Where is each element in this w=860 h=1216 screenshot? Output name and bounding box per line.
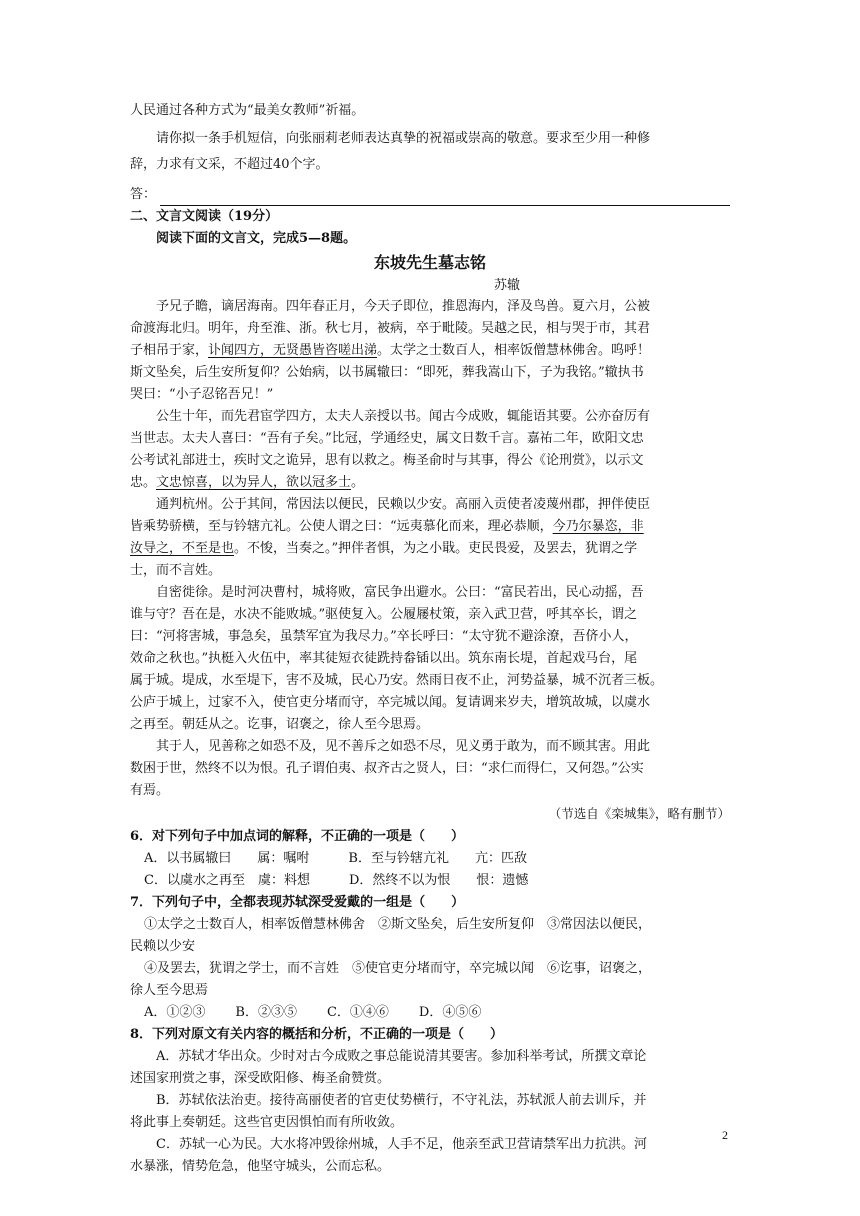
option-a[interactable]: A．以书属辙曰 属：嘱咐	[144, 851, 310, 866]
passage-line: 命渡海北归。明年，舟至淮、浙。秋七月，被病，卒于毗陵。吴越之民，相与哭于市，其君	[130, 321, 651, 336]
underlined-sentence: 讣闻四方，无贤愚皆咨嗟出涕	[208, 343, 378, 358]
passage-text: 子相吊于家，	[130, 343, 209, 358]
answer-label: 答：	[130, 187, 157, 202]
passage-text: 。太学之士数百人，相率饭僧慧林佛舍。呜呼！	[377, 343, 651, 358]
passage-line: 曰：“河将害城，事急矣，虽禁军宜为我尽力。”卒长呼曰：“太守犹不避涂潦，吾侪小人，	[130, 629, 638, 644]
question-7-stem-text: 的一组是（ ）	[360, 895, 465, 910]
passage-line: 当世志。太夫人喜曰：“吾有子矣。”比冠，学通经史，属文日数千言。嘉祐二年，欧阳文忠	[130, 431, 644, 446]
passage-author: 苏辙	[493, 278, 520, 293]
passage-line: 公生十年，而先君宦学四方，太夫人亲授以书。闻古今成败，辄能语其要。公亦奋厉有	[156, 409, 651, 424]
section-heading: 二、文言文阅读（19分）	[130, 209, 279, 224]
question-8-option-line: 述国家刑赏之事，深受欧阳修、梅圣俞赞赏。	[130, 1071, 391, 1086]
passage-line: 效命之秋也。”执梃入火伍中，率其徒短衣徒跣持畚锸以出。筑东南长堤，首起戏马台，尾	[130, 651, 638, 666]
passage-line: 之再至。朝廷从之。讫事，诏褒之，徐人至今思焉。	[130, 717, 430, 732]
option-d[interactable]: D．然终不以为恨 恨：遗憾	[348, 873, 529, 888]
question-7-line: 徐人至今思焉	[130, 983, 209, 998]
question-8-option-line[interactable]: A．苏轼才华出众。少时对古今成败之事总能说清其要害。参加科举考试，所撰文章论	[156, 1049, 647, 1064]
question-6-options-row	[130, 870, 730, 892]
question-7-emphasis: 深受爱戴	[308, 895, 361, 910]
passage-line: 有焉。	[130, 783, 170, 798]
passage-line: 予兄子瞻，谪居海南。四年春正月，今天子即位，推恩海内，泽及鸟兽。夏六月，公被	[156, 299, 651, 314]
document-page	[130, 100, 730, 1178]
passage-text: 。	[351, 475, 365, 490]
option-a[interactable]: A．①②③	[144, 1005, 206, 1020]
option-c[interactable]: C．①④⑥	[326, 1005, 389, 1020]
passage-source: （节选自《栾城集》，略有删节）	[548, 806, 730, 821]
passage-line: 士，而不言姓。	[130, 563, 222, 578]
task-text-line: 请你拟一条手机短信，向张丽莉老师表达真挚的祝福或崇高的敬意。要求至少用一种修	[156, 131, 651, 146]
option-b[interactable]: B．②③⑤	[235, 1005, 297, 1020]
answer-row	[130, 184, 730, 206]
question-7-line: 民赖以少安	[130, 939, 196, 954]
option-d[interactable]: D．④⑤⑥	[418, 1005, 482, 1020]
question-7-stem	[130, 892, 730, 914]
passage-line: 数困于世，然终不以为恨。孔子谓伯夷、叔齐古之贤人，曰：“求仁而得仁，又何怨。”公实	[130, 761, 644, 776]
question-8-option-line: 将此事上奏朝廷。这些官吏因惧怕而有所收敛。	[130, 1115, 404, 1130]
question-8-option-line[interactable]: B．苏轼依法治吏。接待高丽使者的官吏仗势横行，不守礼法，苏轼派人前去训斥，并	[156, 1093, 647, 1108]
passage-line	[130, 516, 730, 538]
passage-text: 。不悛，当奏之。”押伴者惧，为之小戢。吏民畏爱，及罢去，犹谓之学	[234, 541, 638, 556]
question-6-stem: 6．对下列句子中加点词的解释，不正确的一项是（ ）	[130, 829, 465, 844]
passage-line: 谁与守？吾在是，水决不能败城。”驱使复入。公履屦杖策，亲入武卫营，呼其卒长，谓之	[130, 607, 638, 622]
question-7-options	[130, 1002, 730, 1024]
passage-line: 公考试礼部进士，疾时文之诡异，思有以救之。梅圣俞时与其事，得公《论刑赏》，以示文	[130, 453, 644, 468]
answer-line[interactable]	[160, 189, 730, 206]
underlined-sentence: 文忠惊喜，以为异人，欲以冠多士	[156, 475, 352, 490]
question-6-options-row	[130, 848, 730, 870]
task-text-line: 辞，力求有文采，不超过40个字。	[130, 157, 329, 172]
passage-line: 其于人，见善称之如恐不及，见不善斥之如恐不尽，见义勇于敢为，而不顾其害。用此	[156, 739, 651, 754]
top-text-line: 人民通过各种方式为“最美女教师”祈福。	[130, 103, 365, 118]
underlined-sentence: 今乃尔暴恣，非	[552, 519, 644, 534]
passage-line: 斯文坠矣，后生安所复仰？公始病，以书属辙曰：“即死，葬我嵩山下，子为我铭。”辙执书	[130, 365, 644, 380]
question-7-line: ④及罢去，犹谓之学士，而不言姓 ⑤使官吏分堵而守，卒完城以闻 ⑥讫事，诏褒之，	[144, 961, 652, 976]
passage-text: 皆乘势骄横，至与钤辖亢礼。公使人谓之曰：“远夷慕化而来，理必恭顺，	[130, 519, 553, 534]
passage-line: 属于城。堤成，水至堤下，害不及城，民心乃安。然雨日夜不止，河势益暴，城不沉者三板。	[130, 673, 664, 688]
passage-text: 忠。	[130, 475, 157, 490]
question-8-option-line: 水暴涨，情势危急，他坚守城头，公而忘私。	[130, 1159, 391, 1174]
section-instruction: 阅读下面的文言文，完成5—8题。	[156, 231, 357, 246]
passage-line: 公庐于城上，过家不入，使官吏分堵而守，卒完城以闻。复请调来岁夫，增筑故城，以虞水	[130, 695, 651, 710]
passage-line: 自密徙徐。是时河决曹村，城将败，富民争出避水。公曰：“富民若出，民心动摇，吾	[156, 585, 644, 600]
passage-line	[130, 538, 730, 560]
question-7-line: ①太学之士数百人，相率饭僧慧林佛舍 ②斯文坠矣，后生安所复仰 ③常因法以便民，	[144, 917, 652, 932]
passage-line: 通判杭州。公于其间，常因法以便民，民赖以少安。高丽入贡使者凌蔑州郡，押伴使臣	[156, 497, 651, 512]
passage-title: 东坡先生墓志铭	[373, 253, 486, 272]
question-7-stem-text: 7．下列句子中，全都表现苏轼	[130, 895, 309, 910]
passage-line: 哭曰：“小子忍铭吾兄！”	[130, 387, 274, 402]
question-8-option-line[interactable]: C．苏轼一心为民。大水将冲毁徐州城，人手不足，他亲至武卫营请禁军出力抗洪。河	[156, 1137, 647, 1152]
underlined-sentence: 汝导之，不至是也	[130, 541, 235, 556]
passage-line	[130, 340, 730, 362]
question-8-stem: 8．下列对原文有关内容的概括和分析，不正确的一项是（ ）	[130, 1027, 504, 1042]
page-number: 2	[722, 1128, 728, 1142]
option-b[interactable]: B．至与钤辖亢礼 亢：匹敌	[348, 851, 527, 866]
passage-line	[130, 472, 730, 494]
option-c[interactable]: C．以虞水之再至 虞：料想	[144, 873, 310, 888]
